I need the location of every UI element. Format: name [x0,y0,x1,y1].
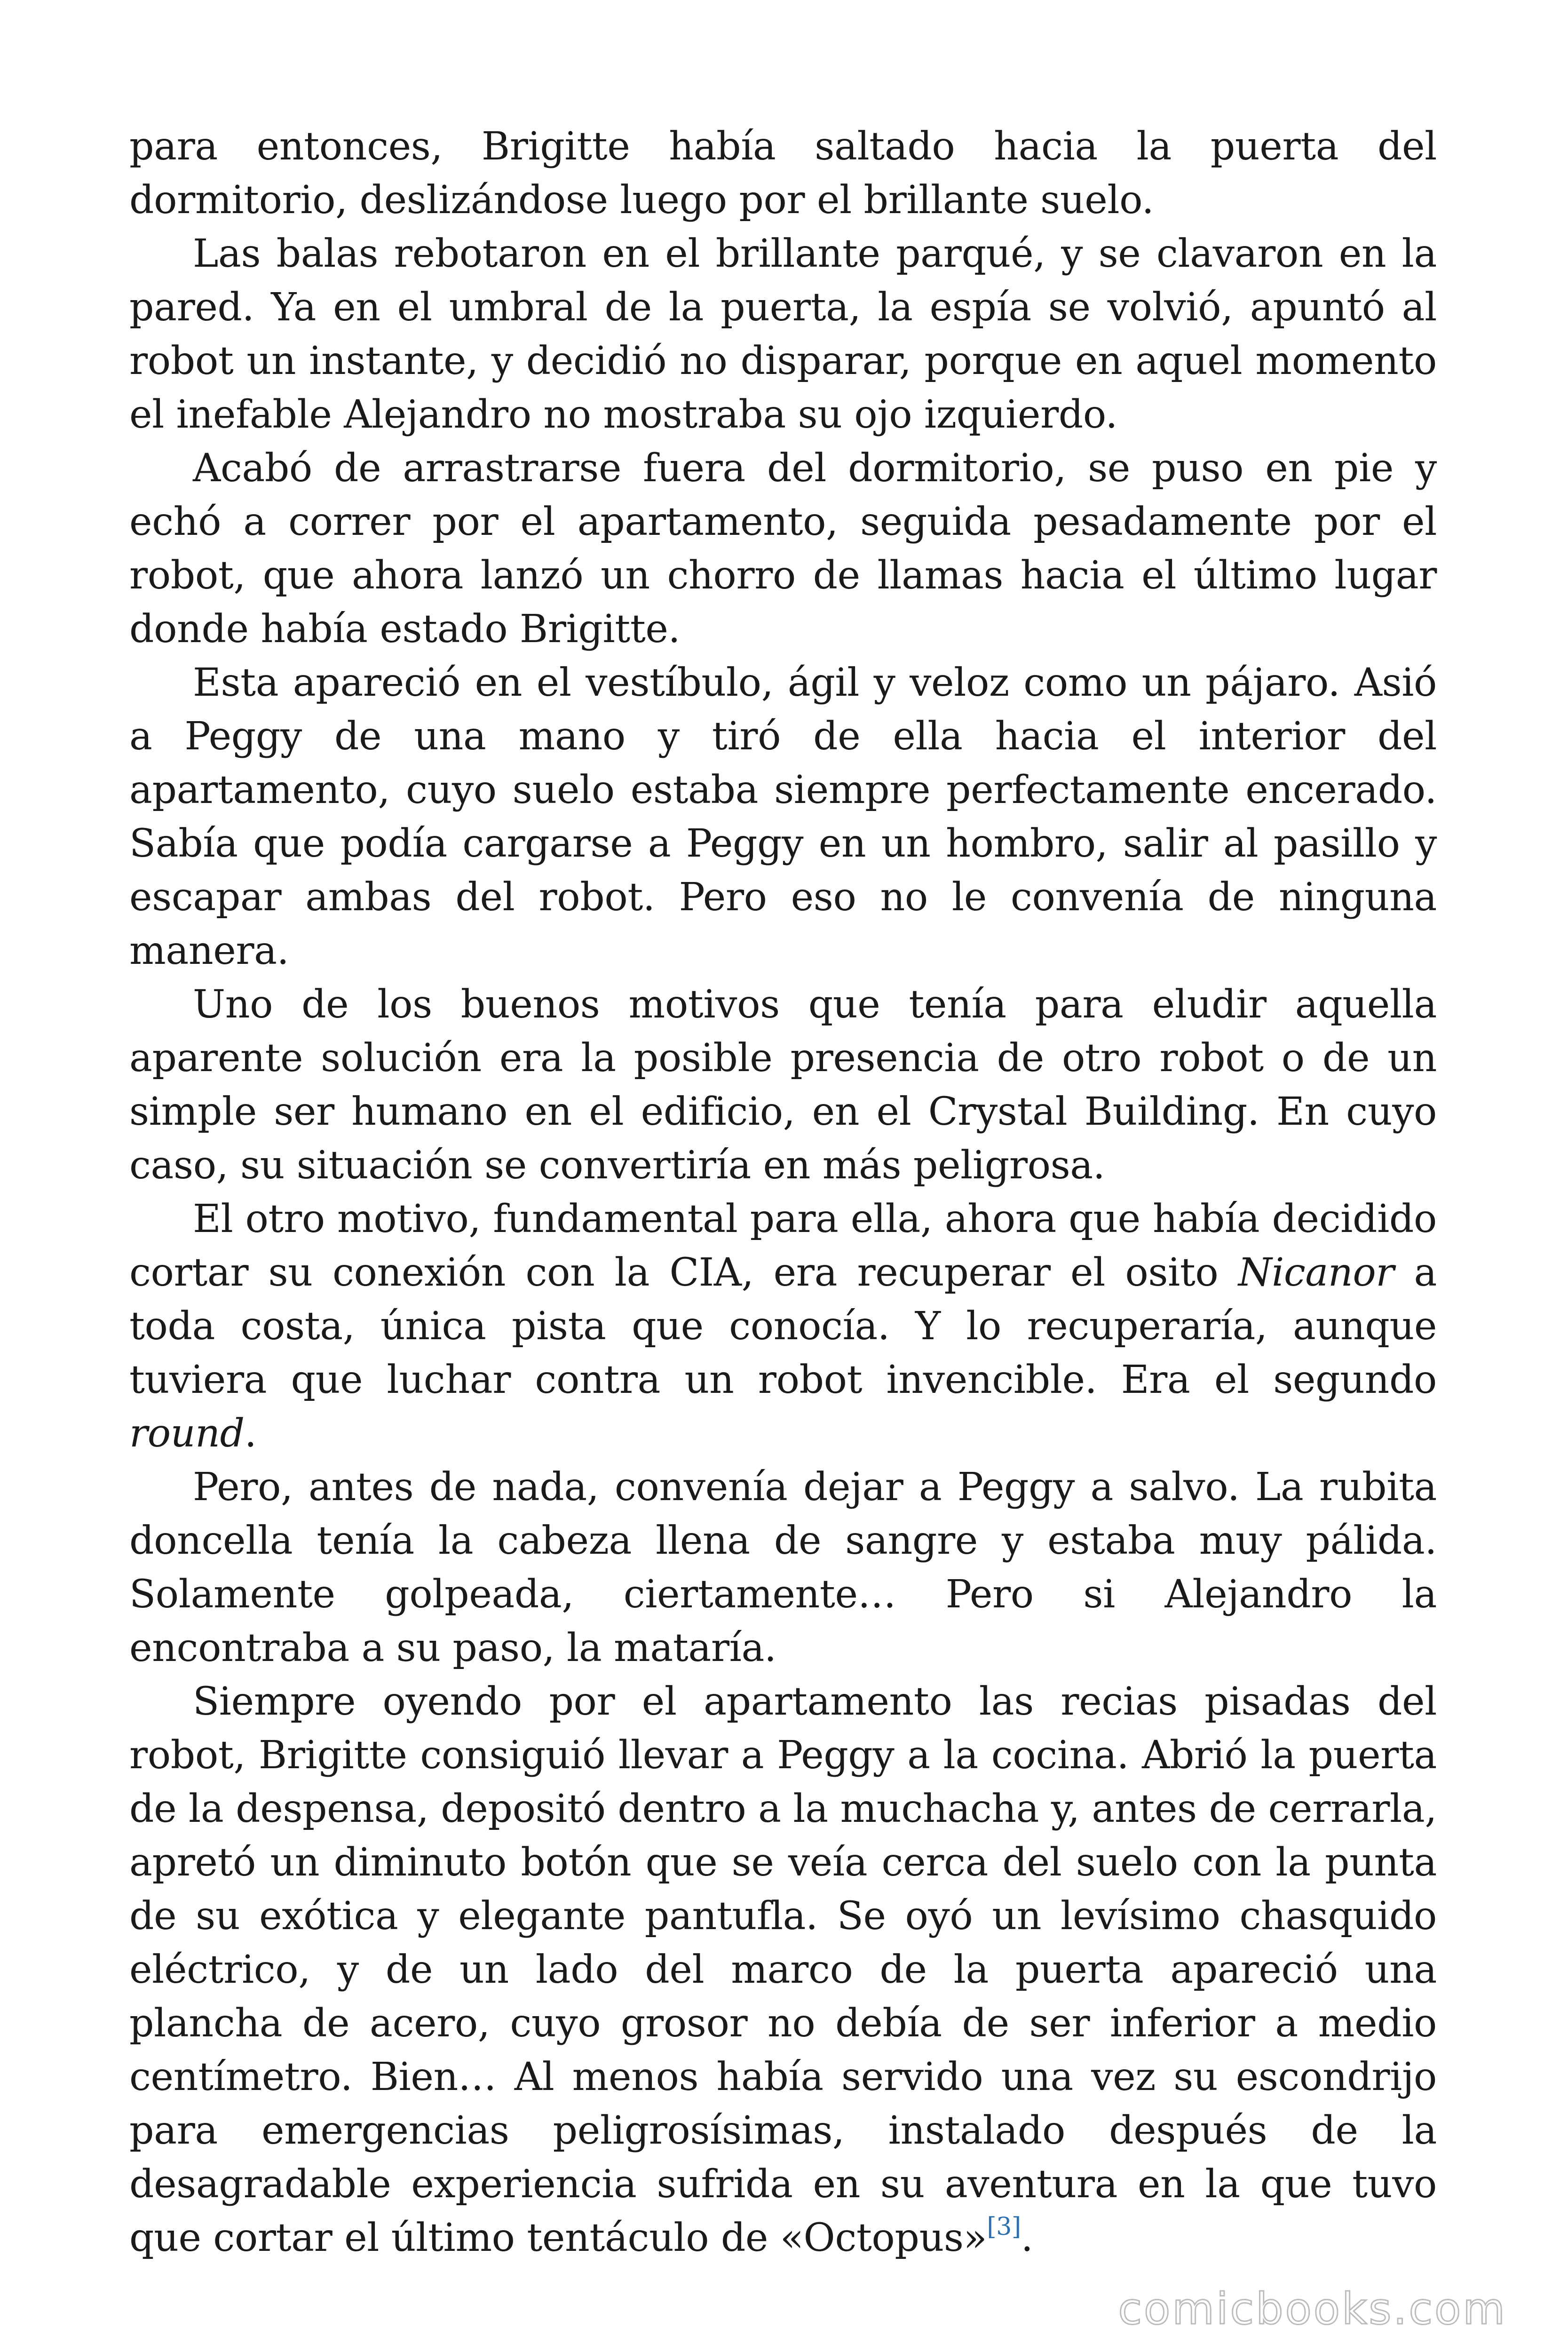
paragraph-text: Siempre oyendo por el apartamento las recias pisadas del robot, Brigitte consiguió llevar a Peggy a la cocina. Abrió la puerta de la despensa, depositó dentro a la muchacha y, antes de cerrarla, apretó un diminuto botón que se veía cerca del suelo con la punta de su exótica y elegante pantufla. Se oyó un levísimo chasquido eléctrico, y de un lado del marco de la puerta apareció una plancha de acero, cuyo grosor no debía de ser inferior a medio centímetro. Bien… Al menos había servido una vez su escondrijo para emergencias peligrosísimas, instalado después de la desagradable experiencia sufrida en su aventura en la que tuvo que cortar el último tentáculo de «Octopus» [129,1679,1437,2260]
book-page-body [129,120,1437,2265]
paragraph: Uno de los buenos motivos que tenía para eludir aquella aparente solución era la posible presencia de otro robot o de un simple ser humano en el edificio, en el Crystal Building. En cuyo caso, su situación se convertiría en más peligrosa. [129,982,1437,1188]
paragraph-text: . [1021,2216,1033,2260]
paragraph: Pero, antes de nada, convenía dejar a Peggy a salvo. La rubita doncella tenía la cabeza llena de sangre y estaba muy pálida. Solamente golpeada, ciertamente… Pero si Alejandro la encontraba a su paso, la mataría. [129,1465,1437,1670]
footnote-reference-link[interactable]: [3] [987,2213,1021,2241]
paragraph: Las balas rebotaron en el brillante parqué, y se clavaron en la pared. Ya en el umbral de la puerta, la espía se volvió, apuntó al robot un instante, y decidió no disparar, porque en aquel momento el inefable Alejandro no mostraba su ojo izquierdo. [129,231,1437,437]
paragraph-text: El otro motivo, fundamental para ella, ahora que había decidido cortar su conexión con la CIA, era recuperar el osito [129,1197,1437,1295]
paragraph: Acabó de arrastrarse fuera del dormitorio, se puso en pie y echó a correr por el apartamento, seguida pesadamente por el robot, que ahora lanzó un chorro de llamas hacia el último lugar donde había estado Brigitte. [129,446,1437,652]
italic-text: round [129,1411,245,1456]
italic-text: Nicanor [1238,1250,1394,1295]
watermark-logo: comicbooks.com [1118,2284,1507,2334]
paragraph-text: . [244,1411,257,1456]
paragraph-text: a toda costa, única pista que conocía. Y lo recuperaría, aunque tuviera que luchar contra un robot invencible. Era el segundo [129,1250,1437,1402]
paragraph: para entonces, Brigitte había saltado hacia la puerta del dormitorio, deslizándose luego por el brillante suelo. [129,124,1437,222]
paragraph: Esta apareció en el vestíbulo, ágil y veloz como un pájaro. Asió a Peggy de una mano y tiró de ella hacia el interior del apartamento, cuyo suelo estaba siempre perfectamente encerado. Sabía que podía cargarse a Peggy en un hombro, salir al pasillo y escapar ambas del robot. Pero eso no le convenía de ninguna manera. [129,660,1437,973]
paragraph [129,1675,1437,2265]
paragraph [129,1192,1437,1461]
